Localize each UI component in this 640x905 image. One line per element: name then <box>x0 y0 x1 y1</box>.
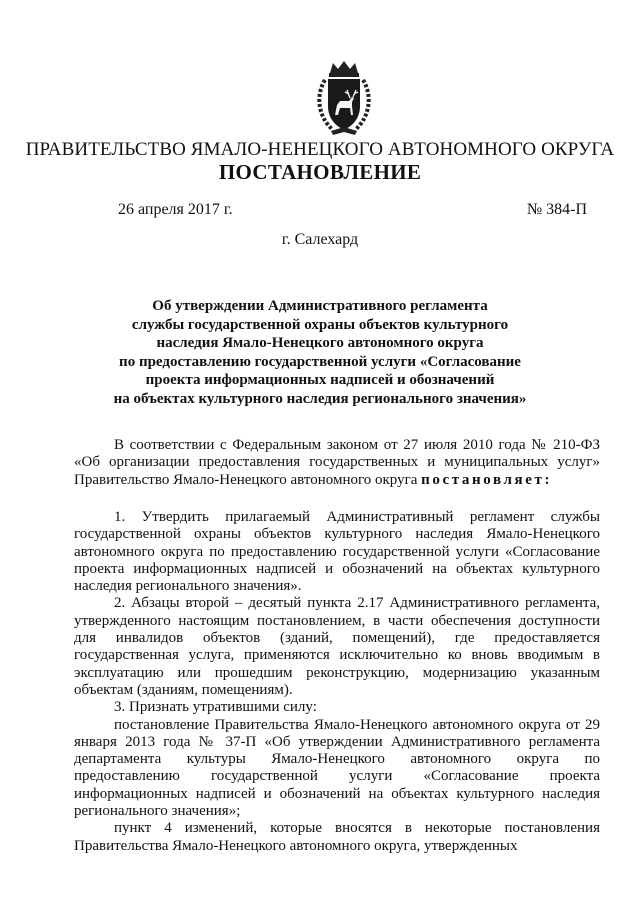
document-title <box>60 297 580 408</box>
title-line: на объектах культурного наследия регионального значения» <box>113 390 527 407</box>
government-name: ПРАВИТЕЛЬСТВО ЯМАЛО-НЕНЕЦКОГО АВТОНОМНОГО ОКРУГА <box>25 139 615 160</box>
paragraph-repealed-2: пункт 4 изменений, которые вносятся в некоторые постановления Правительства Ямало-Ненецкого автономного округа, утвержденных <box>74 820 600 854</box>
paragraph-item-1: 1. Утвердить прилагаемый Административный регламент службы государственной охраны объектов культурного наследия Ямало-Ненецкого автономного округа по предоставлению государственной услуги «Согласование проекта информационных надписей и обозначений на объектах культурного наследия регионального значения». <box>74 509 600 595</box>
document-date: 26 апреля 2017 г. <box>118 201 233 218</box>
title-line: Об утверждении Административного регламента <box>152 298 488 314</box>
coat-of-arms-icon <box>313 60 375 138</box>
title-line: проекта информационных надписей и обозначений <box>145 372 495 388</box>
document-city: г. Салехард <box>281 231 359 248</box>
paragraph-item-2: 2. Абзацы второй – десятый пункта 2.17 Административного регламента, утвержденного настоящим постановлением, в части обеспечения доступности для инвалидов объектов (зданий, помещений), где предоставляется государственная услуга, применяются исключительно ко вновь вводимым в эксплуатацию или прошедшим реконструкцию, модернизацию указанным объектам (зданиям, помещениям). <box>74 595 600 698</box>
paragraph-item-3: 3. Признать утратившими силу: <box>114 699 317 716</box>
preamble-text: В соответствии с Федеральным законом от 27 июля 2010 года № 210-ФЗ «Об организации предоставления государственных и муниципальных услуг» Правительство Ямало-Ненецкого автономного округа <box>74 437 600 488</box>
title-line: по предоставлению государственной услуги «Согласование <box>119 353 521 370</box>
document-type: ПОСТАНОВЛЕНИЕ <box>218 160 422 184</box>
preamble-paragraph <box>74 437 600 489</box>
document-body <box>74 509 600 855</box>
title-line: наследия Ямало-Ненецкого автономного округа <box>156 335 484 351</box>
title-line: службы государственной охраны объектов культурного <box>131 316 509 333</box>
decree-word: постановляет: <box>421 471 553 488</box>
paragraph-repealed-1: постановление Правительства Ямало-Ненецкого автономного округа от 29 января 2013 года № 37-П «Об утверждении Административного регламента департамента культуры Ямало-Ненецкого автономного округа по предоставлению государственной услуги «Согласование проекта информационных надписей и обозначений на объектах культурного наследия регионального значения»; <box>74 716 600 820</box>
preamble <box>74 437 600 489</box>
document-number: № 384-П <box>526 201 587 218</box>
